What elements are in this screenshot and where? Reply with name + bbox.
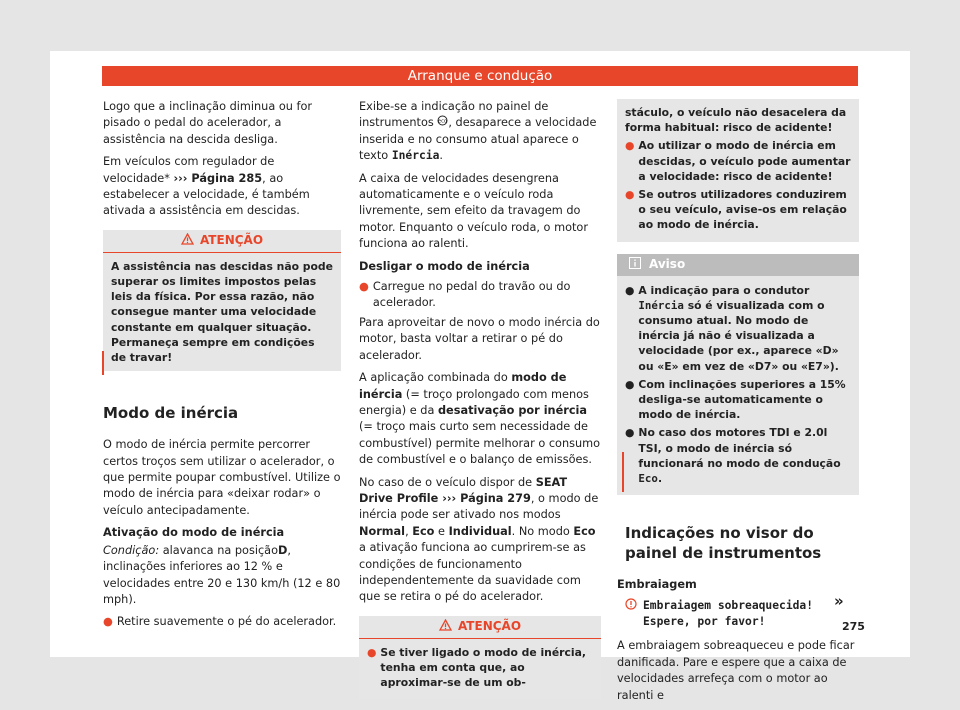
list-item: ● A indicação para o condutor Inércia só é visualizada com o consumo atual. No modo de inércia já não é visualizada a velocidade (por ex., aparece «D» ou «E» em vez de «D7» ou «E7»). (625, 283, 839, 373)
page-number: 275 (842, 620, 865, 633)
list-item: ● Retire suavemente o pé do acelerador. (103, 614, 341, 630)
note-title: Aviso (649, 257, 686, 272)
paragraph: Em veículos com regulador de velocidade* ››› Página 285, ao estabelecer a velocidade, é também ativada a assistência em descidas. (103, 155, 310, 218)
page-reference[interactable]: SEAT Drive Profile ››› Página 279 (359, 475, 568, 505)
list-item: ● Ao utilizar o modo de inércia em descidas, o veículo pode aumentar a velocidade: risco de acidente! (625, 139, 851, 183)
chapter-header: Arranque e condução (102, 66, 858, 86)
warning-box-continued: stáculo, o veículo não desacelera da forma habitual: risco de acidente! ● Ao utilizar o modo de inércia em descidas, o veículo pode aumentar a velocidade: risco de acidente! ● Se outros utilizadores conduzirem o seu veículo, avise-os em relação ao modo de inércia. (617, 99, 859, 242)
paragraph: A caixa de velocidades desengrena automaticamente e o veículo roda livremente, sem efeito da travagem do motor. Enquanto o veículo roda, o motor funciona ao ralenti. (359, 171, 588, 251)
warning-triangle-icon (181, 233, 194, 249)
list-item: ● No caso dos motores TDI e 2.0l TSI, o modo de inércia só funcionará no modo de condução Eco. (625, 426, 841, 486)
paragraph: O modo de inércia permite percorrer certos troços sem utilizar o acelerador, o que permite poupar combustível. Utilize o modo de inércia para «deixar rodar» o veículo antecipadamente. (103, 438, 341, 517)
warning-text: A assistência nas descidas não pode superar os limites impostos pelas leis da física. Por essa razão, não consegue manter uma velocidade constante em qualquer situação. Permaneça sempre em condições de travar! (111, 259, 333, 365)
coasting-indicator-icon (437, 116, 448, 129)
bullet-icon: ● (103, 615, 113, 629)
paragraph: Para aproveitar de novo o modo inércia do motor, basta voltar a retirar o pé do acelerador. (359, 315, 600, 362)
warning-title: ATENÇÃO (199, 233, 264, 248)
bullet-icon: ● (625, 426, 635, 440)
svg-text:eco: eco (438, 118, 448, 125)
bullet-icon: ● (625, 139, 635, 153)
section-marker (622, 452, 624, 492)
paragraph: Exibe-se a indicação no painel de instrumentos eco , desaparece a velocidade inserida e no consumo atual aparece o texto Inércia. (359, 100, 597, 163)
paragraph: Logo que a inclinação diminua ou for pisado o pedal do acelerador, a assistência na descida desliga. (103, 100, 313, 146)
paragraph: A embraiagem sobreaqueceu e pode ficar danificada. Pare e espere que a caixa de velocidades arrefeça com o motor ao ralenti e (617, 639, 855, 702)
continue-arrow: » (834, 592, 844, 610)
warning-box (103, 230, 341, 371)
bullet-icon: ● (625, 283, 635, 297)
paragraph: Condição: alavanca na posiçãoD, inclinações inferiores ao 12 % e velocidades entre 20 e 130 km/h (12 e 80 mph). (103, 543, 341, 606)
warning-title: ATENÇÃO (457, 619, 522, 634)
section-title: Modo de inércia (103, 404, 239, 423)
paragraph: No caso de o veículo dispor de SEAT Drive Profile ››› Página 279, o modo de inércia pode ser ativado nos modos Normal, Eco e Individual. No modo Eco a ativação funciona ao cumprirem-se as condições de funcionamento independentemente da suavidade com que se retira o pé do acelerador. (359, 475, 599, 604)
list-item: ● Carregue no pedal do travão ou do acelerador. (359, 279, 601, 312)
column-1 (103, 99, 341, 634)
list-item: ● Se tiver ligado o modo de inércia, tenha em conta que, ao aproximar-se de um ob- (367, 645, 586, 690)
subheading: Embraiagem (617, 578, 697, 592)
bullet-icon: ● (367, 645, 377, 659)
section-title: Indicações no visor do painel de instrumentos (625, 524, 822, 563)
warning-box (359, 616, 601, 700)
page-reference[interactable]: ››› Página 285 (173, 171, 263, 185)
info-icon (629, 257, 641, 273)
warning-triangle-icon (439, 619, 452, 635)
subheading: Desligar o modo de inércia (359, 259, 530, 273)
bullet-icon: ● (625, 188, 635, 202)
column-2 (359, 99, 601, 699)
section-marker (102, 351, 104, 375)
subheading: Ativação do modo de inércia (103, 526, 285, 540)
display-message: Embraiagem sobreaquecida! Espere, por favor! (617, 598, 859, 631)
list-item: ● Se outros utilizadores conduzirem o seu veículo, avise-os em relação ao modo de inércia. (625, 188, 847, 232)
bullet-icon: ● (625, 377, 635, 391)
bullet-icon: ● (359, 280, 369, 294)
list-item: ● Com inclinações superiores a 15% desliga-se automaticamente o modo de inércia. (625, 377, 846, 422)
warning-circle-icon (625, 598, 637, 631)
column-3 (617, 99, 859, 710)
note-box (617, 254, 859, 496)
paragraph: A aplicação combinada do modo de inércia (= troço prolongado com menos energia) e da desativação por inércia (= troço mais curto sem necessidade de combustível) permite melhorar o consumo de combustível e o balanço de emissões. (359, 371, 601, 467)
